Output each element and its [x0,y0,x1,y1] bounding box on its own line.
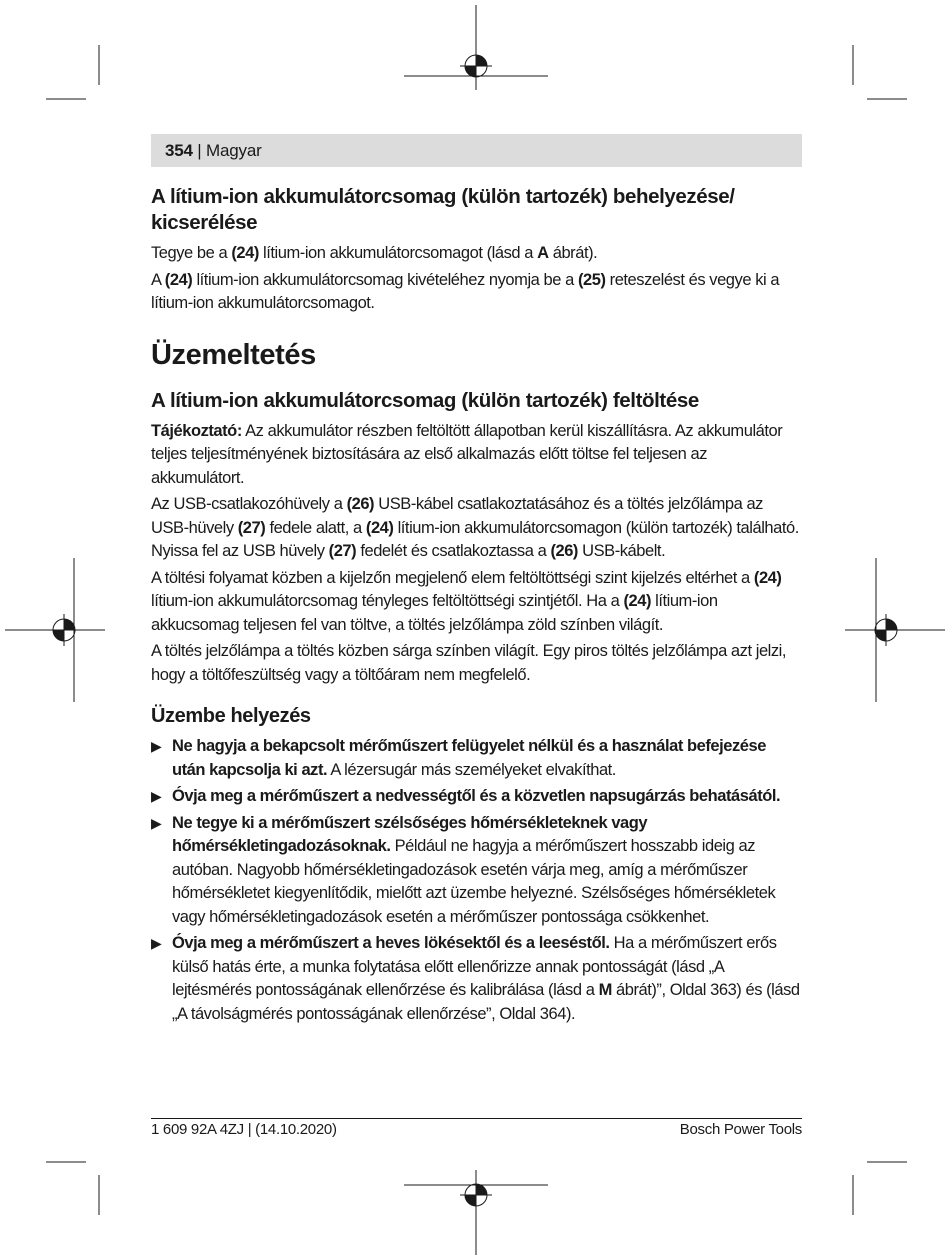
page-content [151,184,803,1029]
section-heading-start-up: Üzembe helyezés [151,705,311,727]
section-heading-insert-battery: A lítium-ion akkumulátorcsomag (külön tartozék) behelyezése/ kicserélése [151,185,735,234]
list-item: ▶ Óvja meg a mérőműszert a nedvességtől és a közvetlen napsugárzás behatásától. [151,785,803,809]
paragraph: Tájékoztató: Az akkumulátor részben feltöltött állapotban kerül kiszállításra. Az akkumulátor teljes teljesítményének biztosítására az első alkalmazás előtt töltse fel teljesen az akkumulátort. [151,421,783,487]
triangle-bullet-icon: ▶ [151,738,162,754]
paragraph: Tegye be a (24) lítium-ion akkumulátorcsomagot (lásd a A ábrát). [151,244,598,262]
safety-list [151,735,803,1026]
paragraph: A töltés jelzőlámpa a töltés közben sárga színben világít. Egy piros töltés jelzőlámpa azt jelzi, hogy a töltőfeszültség vagy a töltőáram nem megfelelő. [151,642,787,684]
triangle-bullet-icon: ▶ [151,935,162,951]
footer-brand: Bosch Power Tools [679,1121,802,1138]
triangle-bullet-icon: ▶ [151,788,162,804]
chapter-title: Üzemeltetés [151,338,316,371]
paragraph: A (24) lítium-ion akkumulátorcsomag kivételéhez nyomja be a (25) reteszelést és vegye ki a lítium-ion akkumulátorcsomagot. [151,270,780,312]
footer-document-id: 1 609 92A 4ZJ | (14.10.2020) [151,1121,337,1138]
list-item: ▶ Ne tegye ki a mérőműszert szélsőséges hőmérsékleteknek vagy hőmérsékletingadozásoknak. Például ne hagyja a mérőműszert hosszabb ideig az autóban. Nagyobb hőmérsékletingadozások esetén várja meg, amíg a mérőműszer hőmérsékletet kiegyenlítődik, mielőtt azt üzembe helyezné. Szélsőséges hőmérsékletek vagy hőmérsékletingadozások esetén a mérőműszer pontossága csökkenhet. [151,813,776,926]
footer-rule [151,1118,802,1119]
list-item: ▶ Ne hagyja a bekapcsolt mérőműszert felügyelet nélkül és a használat befejezése után kapcsolja ki azt. A lézersugár más személyeket elvakíthat. [151,737,766,779]
paragraph: Az USB-csatlakozóhüvely a (26) USB-kábel csatlakoztatásához és a töltés jelzőlámpa az USB-hüvely (27) fedele alatt, a (24) lítium-ion akkumulátorcsomagon (külön tartozék) található. Nyissa fel az USB hüvely (27) fedelét és csatlakoztassa a (26) USB-kábelt. [151,495,799,560]
triangle-bullet-icon: ▶ [151,814,162,831]
header-separator: | [197,141,202,160]
paragraph: A töltési folyamat közben a kijelzőn megjelenő elem feltöltöttségi szint kijelzés eltérhet a (24) lítium-ion akkumulátorcsomag tényleges feltöltöttségi szintjétől. Ha a (24) lítium-ion akkucsomag teljesen fel van töltve, a töltés jelzőlámpa zöld színben világít. [151,568,782,634]
page-number: 354 [165,141,193,160]
header-language: Magyar [206,141,262,160]
section-heading-charging: A lítium-ion akkumulátorcsomag (külön tartozék) feltöltése [151,388,699,412]
list-item: ▶ Óvja meg a mérőműszert a heves lökésektől és a leeséstől. Ha a mérőműszert erős külső hatás érte, a munka folytatása előtt ellenőrizze annak pontosságát (lásd „A lejtésmérés pontosságának ellenőrzése és kalibrálása (lásd a M ábrát)”, Oldal 363) és (lásd „A távolságmérés pontosságának ellenőrzése”, Oldal 364). [151,934,800,1023]
running-header [165,141,262,161]
